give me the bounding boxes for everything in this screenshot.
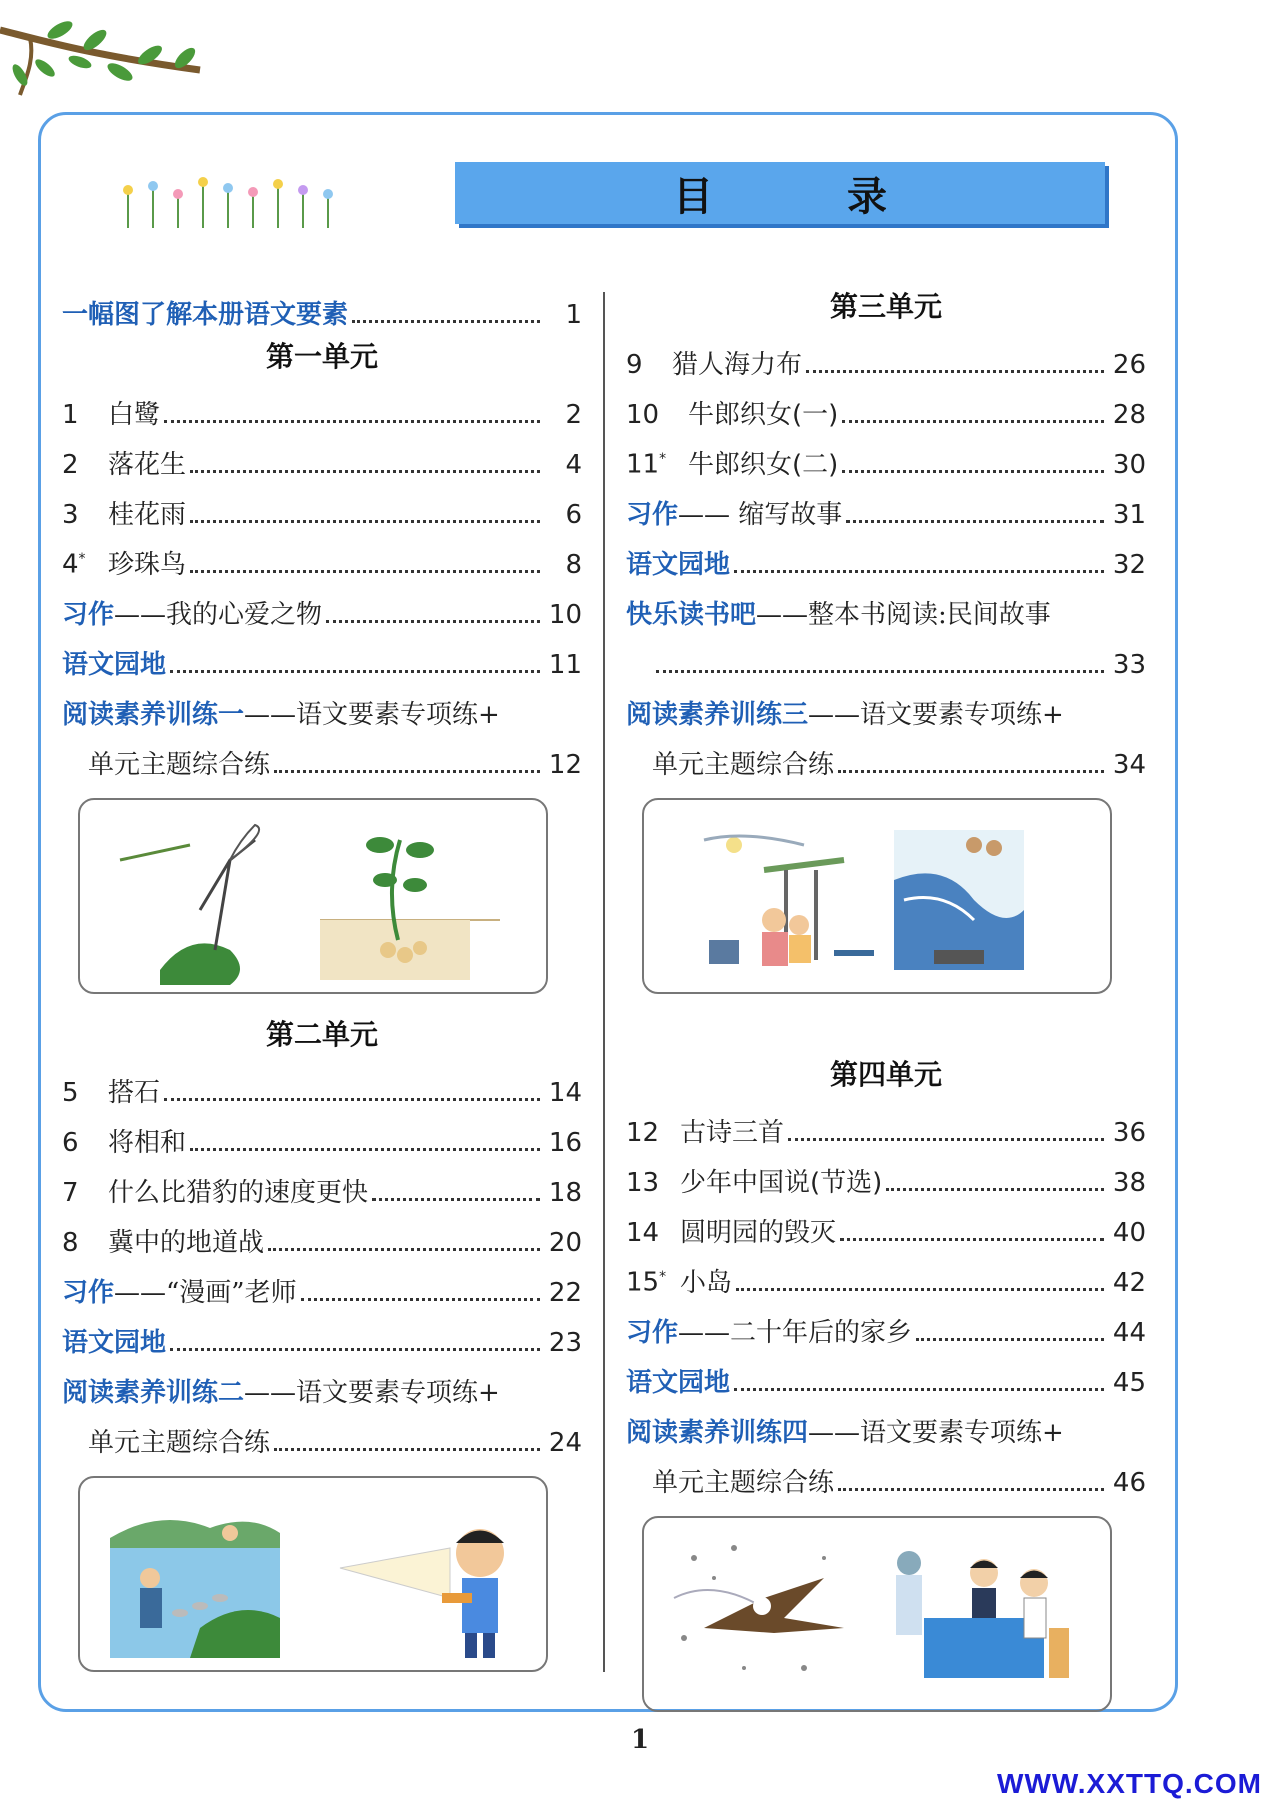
toc-entry-lesson[interactable]: 15* 小岛 42 [626,1268,1146,1298]
toc-entry-lesson[interactable]: 2 落花生 4 [62,450,582,480]
unit-1-illustration [78,798,548,994]
column-divider [603,292,605,1672]
unit-4-title: 第四单元 [829,1058,942,1091]
toc-entry-reading[interactable]: 快乐读书吧 ——整本书阅读:民间故事 [626,600,1051,630]
toc-entry-lesson[interactable]: 7 什么比猎豹的速度更快 18 [62,1178,582,1208]
toc-entry-lesson[interactable]: 10 牛郎织女(一) 28 [626,400,1146,430]
page-number: 1 [630,1725,650,1755]
unit-3-title: 第三单元 [829,290,942,323]
toc-entry-lesson[interactable]: 5 搭石 14 [62,1078,582,1108]
toc-entry-lesson[interactable]: 14 圆明园的毁灭 40 [626,1218,1146,1248]
toc-entry-writing[interactable]: 习作 —— 缩写故事 31 [626,500,1146,530]
toc-entry-writing[interactable]: 习作 ——“漫画”老师 22 [62,1278,582,1308]
toc-entry-training[interactable]: 阅读素养训练一 ——语文要素专项练+ [62,700,500,730]
toc-entry-lesson[interactable]: 11* 牛郎织女(二) 30 [626,450,1146,480]
unit-2-illustration [78,1476,548,1672]
toc-entry-training[interactable]: 阅读素养训练二 ——语文要素专项练+ [62,1378,500,1408]
right-column [626,282,1146,1728]
toc-entry-writing[interactable]: 习作 ——二十年后的家乡 44 [626,1318,1146,1348]
toc-entry-training-cont[interactable]: 单元主题综合练 46 [652,1468,1146,1498]
toc-title: 目 录 [673,173,947,220]
toc-entry-lesson[interactable]: 3 桂花雨 6 [62,500,582,530]
toc-title-banner [455,162,1105,224]
branch-decoration [0,0,220,110]
toc-entry-training[interactable]: 阅读素养训练三 ——语文要素专项练+ [626,700,1064,730]
toc-entry-lesson[interactable]: 13 少年中国说(节选) 38 [626,1168,1146,1198]
flowers-decoration [118,170,358,230]
toc-entry-garden[interactable]: 语文园地 45 [626,1368,1146,1398]
toc-entry-lesson[interactable]: 4* 珍珠鸟 8 [62,550,582,580]
toc-entry-training-cont[interactable]: 单元主题综合练 12 [88,750,582,780]
toc-entry-training-cont[interactable]: 单元主题综合练 34 [652,750,1146,780]
unit-3-illustration [642,798,1112,994]
toc-entry-lesson[interactable]: 1 白鹭 2 [62,400,582,430]
watermark: WWW.XXTTQ.COM [997,1768,1262,1799]
toc-entry-intro[interactable]: 一幅图了解本册语文要素 1 [62,300,582,330]
unit-1-title: 第一单元 [265,340,378,373]
toc-entry-reading-cont[interactable]: 33 [626,632,1146,682]
toc-entry-lesson[interactable]: 12 古诗三首 36 [626,1118,1146,1148]
toc-entry-lesson[interactable]: 8 冀中的地道战 20 [62,1228,582,1258]
toc-entry-writing[interactable]: 习作 ——我的心爱之物 10 [62,600,582,630]
toc-entry-garden[interactable]: 语文园地 32 [626,550,1146,580]
toc-entry-lesson[interactable]: 9 猎人海力布 26 [626,350,1146,380]
unit-2-title: 第二单元 [265,1018,378,1051]
toc-entry-training[interactable]: 阅读素养训练四 ——语文要素专项练+ [626,1418,1064,1448]
toc-entry-training-cont[interactable]: 单元主题综合练 24 [88,1428,582,1458]
toc-entry-garden[interactable]: 语文园地 23 [62,1328,582,1358]
unit-4-illustration [642,1516,1112,1712]
toc-entry-garden[interactable]: 语文园地 11 [62,650,582,680]
left-column [62,282,582,1688]
toc-entry-lesson[interactable]: 6 将相和 16 [62,1128,582,1158]
